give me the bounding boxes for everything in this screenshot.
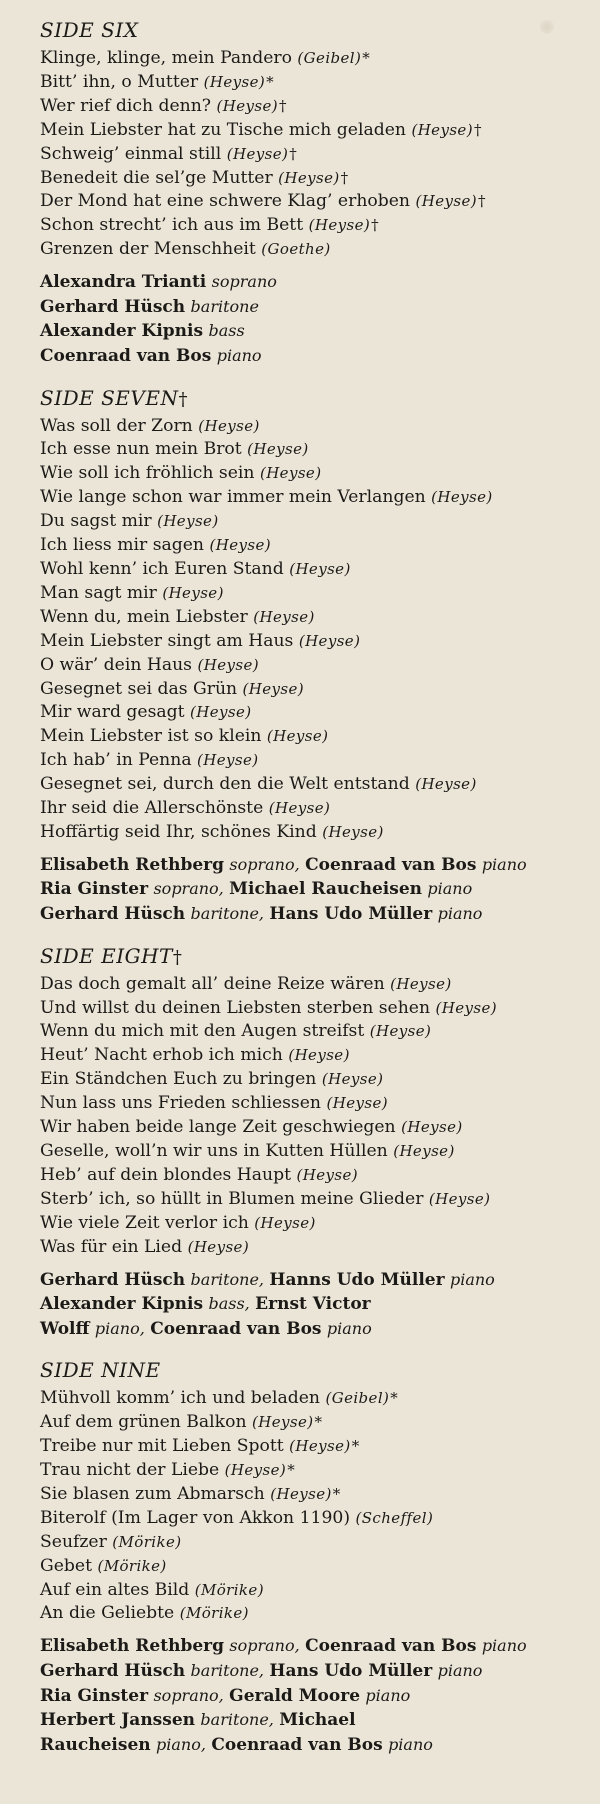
performer-role: piano bbox=[437, 904, 483, 924]
song-poet: (Heyse) bbox=[401, 1118, 463, 1137]
performer-line bbox=[40, 344, 560, 369]
song-poet: (Heyse) bbox=[278, 168, 340, 187]
song-poet: (Heyse) bbox=[322, 822, 384, 841]
song-title: Trau nicht der Liebe bbox=[40, 1460, 220, 1480]
song-poet: (Heyse) bbox=[226, 144, 289, 163]
song-poet: (Heyse) bbox=[253, 607, 315, 626]
song-list bbox=[40, 973, 560, 1260]
song-title: Wohl kenn’ ich Euren Stand bbox=[40, 558, 284, 579]
performer-role: piano bbox=[481, 1636, 527, 1656]
performer-role: soprano, bbox=[229, 854, 300, 874]
song-poet: (Heyse) bbox=[209, 536, 271, 555]
song-poet: (Heyse) bbox=[224, 1461, 287, 1479]
song-item bbox=[40, 630, 560, 654]
performer-role: bass bbox=[208, 321, 245, 341]
song-title: Der Mond hat eine schwere Klag’ erhoben bbox=[40, 191, 410, 212]
song-title: Wer rief dich denn? bbox=[40, 95, 212, 116]
sides-container bbox=[40, 18, 560, 1757]
song-poet: (Heyse) bbox=[268, 799, 331, 818]
song-poet: (Heyse) bbox=[431, 488, 493, 507]
performer-name: Wolff bbox=[40, 1318, 90, 1339]
performer-name: Hans Udo Müller bbox=[269, 904, 433, 925]
song-title: Mein Liebster ist so klein bbox=[40, 726, 262, 747]
performer-line bbox=[40, 902, 560, 927]
song-title: An die Geliebte bbox=[40, 1603, 175, 1624]
song-title: Ich liess mir sagen bbox=[40, 535, 205, 556]
song-poet: (Heyse) bbox=[162, 583, 224, 602]
song-item bbox=[40, 1140, 560, 1164]
performer-name: Raucheisen bbox=[40, 1734, 151, 1755]
song-item bbox=[40, 1531, 560, 1555]
performer-role: soprano bbox=[211, 272, 277, 292]
performer-name: Ria Ginster bbox=[40, 1685, 149, 1706]
song-poet: (Heyse) bbox=[288, 1046, 350, 1065]
performer-name: Coenraad van Bos bbox=[305, 1636, 477, 1657]
song-item bbox=[40, 678, 560, 702]
song-item bbox=[40, 238, 560, 262]
song-title: Und willst du deinen Liebsten sterben sehen bbox=[40, 997, 431, 1018]
song-item bbox=[40, 1236, 560, 1260]
performer-line bbox=[40, 270, 560, 295]
song-item bbox=[40, 486, 560, 510]
performer-name: Ernst Victor bbox=[255, 1294, 371, 1315]
song-mark: * bbox=[332, 1484, 341, 1503]
song-poet: (Scheffel) bbox=[355, 1508, 434, 1527]
performer-role: baritone, bbox=[190, 1660, 265, 1680]
song-poet: (Mörike) bbox=[112, 1532, 182, 1551]
performer-name: Elisabeth Rethberg bbox=[40, 1636, 224, 1657]
performer-name: Michael bbox=[279, 1710, 356, 1731]
performer-role: piano, bbox=[156, 1734, 206, 1754]
song-title: Mir ward gesagt bbox=[40, 702, 185, 723]
performer-name: Alexander Kipnis bbox=[40, 321, 204, 342]
song-item bbox=[40, 47, 560, 71]
performer-name: Gerhard Hüsch bbox=[40, 1660, 186, 1681]
song-poet: (Heyse) bbox=[289, 1437, 351, 1456]
song-poet: (Heyse) bbox=[254, 1213, 316, 1232]
side-section bbox=[40, 386, 560, 927]
song-mark: † bbox=[289, 144, 297, 163]
song-list bbox=[40, 415, 560, 845]
performer-role: piano bbox=[427, 879, 473, 899]
song-title: Das doch gemalt all’ deine Reize wären bbox=[40, 973, 385, 994]
song-item bbox=[40, 725, 560, 749]
song-title: Bitt’ ihn, o Mutter bbox=[40, 71, 199, 92]
performers-block bbox=[40, 270, 560, 368]
performer-name: Coenraad van Bos bbox=[211, 1734, 383, 1755]
song-title: Sterb’ ich, so hüllt in Blumen meine Glieder bbox=[40, 1188, 424, 1209]
song-title: Gebet bbox=[40, 1555, 92, 1576]
song-title: Auf dem grünen Balkon bbox=[40, 1412, 247, 1433]
song-title: O wär’ dein Haus bbox=[40, 654, 192, 675]
song-poet: (Heyse) bbox=[411, 120, 473, 139]
paper-stain bbox=[540, 20, 554, 34]
performer-name: Ria Ginster bbox=[40, 879, 149, 900]
song-poet: (Heyse) bbox=[428, 1189, 491, 1208]
song-poet: (Heyse) bbox=[321, 1070, 384, 1089]
song-poet: (Heyse) bbox=[197, 751, 259, 770]
song-item bbox=[40, 143, 560, 167]
song-item bbox=[40, 1164, 560, 1188]
side-heading-mark: † bbox=[172, 946, 183, 968]
performer-name: Gerhard Hüsch bbox=[40, 296, 186, 317]
song-title: Was für ein Lied bbox=[40, 1236, 183, 1257]
side-heading-text: SIDE NINE bbox=[40, 1358, 161, 1383]
song-item bbox=[40, 1188, 560, 1212]
song-title: Benedeit die sel’ge Mutter bbox=[40, 167, 273, 188]
song-item bbox=[40, 167, 560, 191]
song-poet: (Heyse) bbox=[296, 1165, 359, 1184]
song-mark: † bbox=[279, 96, 287, 115]
performer-role: soprano, bbox=[229, 1636, 300, 1656]
song-poet: (Heyse) bbox=[187, 1237, 250, 1256]
song-item bbox=[40, 415, 560, 439]
performer-role: piano bbox=[437, 1660, 483, 1680]
song-poet: (Heyse) bbox=[157, 512, 219, 531]
song-mark: † bbox=[371, 216, 379, 235]
song-title: Man sagt mir bbox=[40, 582, 157, 603]
song-title: Gesegnet sei, durch den die Welt entstand bbox=[40, 774, 410, 795]
song-item bbox=[40, 1555, 560, 1579]
song-title: Heb’ auf dein blondes Haupt bbox=[40, 1164, 292, 1185]
performer-role: piano bbox=[326, 1318, 372, 1338]
performer-line bbox=[40, 1733, 560, 1758]
song-poet: (Heyse) bbox=[251, 1413, 314, 1432]
song-poet: (Heyse) bbox=[393, 1141, 455, 1160]
song-item bbox=[40, 1602, 560, 1626]
song-title: Geselle, woll’n wir uns in Kutten Hüllen bbox=[40, 1140, 388, 1161]
song-mark: * bbox=[287, 1461, 295, 1479]
song-poet: (Goethe) bbox=[261, 240, 331, 259]
song-title: Hoffärtig seid Ihr, schönes Kind bbox=[40, 821, 317, 842]
song-poet: (Heyse) bbox=[270, 1484, 332, 1503]
song-poet: (Mörike) bbox=[194, 1580, 264, 1599]
song-title: Du sagst mir bbox=[40, 511, 152, 532]
performer-role: piano, bbox=[94, 1318, 145, 1338]
song-item bbox=[40, 701, 560, 725]
song-title: Heut’ Nacht erhob ich mich bbox=[40, 1045, 283, 1066]
song-item bbox=[40, 214, 560, 238]
song-poet: (Mörike) bbox=[179, 1604, 249, 1623]
side-heading-text: SIDE EIGHT bbox=[40, 943, 173, 968]
side-section bbox=[40, 944, 560, 1342]
performer-line bbox=[40, 1659, 560, 1684]
song-poet: (Heyse) bbox=[203, 72, 266, 91]
performer-role: soprano, bbox=[153, 879, 224, 899]
performer-line bbox=[40, 877, 560, 902]
performer-role: baritone, bbox=[200, 1710, 274, 1730]
song-title: Ich esse nun mein Brot bbox=[40, 439, 242, 460]
performer-name: Gerhard Hüsch bbox=[40, 1269, 186, 1290]
side-heading-text: SIDE SEVEN bbox=[40, 385, 179, 410]
side-heading-text: SIDE SIX bbox=[40, 18, 139, 42]
performer-name: Alexandra Trianti bbox=[40, 272, 207, 293]
song-poet: (Heyse) bbox=[435, 998, 498, 1017]
side-heading-mark: † bbox=[178, 388, 188, 410]
song-list bbox=[40, 1387, 560, 1626]
song-item bbox=[40, 582, 560, 606]
song-title: Grenzen der Menschheit bbox=[40, 239, 256, 260]
performer-role: baritone bbox=[190, 296, 259, 316]
song-item bbox=[40, 1459, 560, 1483]
song-mark: * bbox=[266, 72, 274, 91]
performer-role: soprano, bbox=[153, 1685, 224, 1705]
song-item bbox=[40, 510, 560, 534]
performer-role: baritone, bbox=[190, 904, 265, 924]
song-title: Wie soll ich fröhlich sein bbox=[40, 463, 255, 484]
song-title: Biterolf (Im Lager von Akkon 1190) bbox=[40, 1507, 351, 1528]
song-item bbox=[40, 190, 560, 214]
song-item bbox=[40, 749, 560, 773]
song-item bbox=[40, 821, 560, 845]
performer-name: Coenraad van Bos bbox=[40, 345, 212, 366]
performer-role: piano bbox=[481, 854, 527, 874]
song-mark: † bbox=[340, 168, 349, 187]
song-item bbox=[40, 95, 560, 119]
performer-name: Coenraad van Bos bbox=[150, 1318, 322, 1339]
song-title: Treibe nur mit Lieben Spott bbox=[40, 1436, 284, 1457]
song-item bbox=[40, 1507, 560, 1531]
performer-line bbox=[40, 1684, 560, 1709]
song-title: Mein Liebster singt am Haus bbox=[40, 630, 294, 651]
song-poet: (Heyse) bbox=[266, 727, 329, 746]
song-poet: (Heyse) bbox=[190, 703, 252, 722]
song-item bbox=[40, 606, 560, 630]
performer-line bbox=[40, 1317, 560, 1342]
song-poet: (Heyse) bbox=[390, 974, 452, 993]
song-poet: (Heyse) bbox=[415, 775, 477, 794]
performer-name: Coenraad van Bos bbox=[305, 854, 477, 875]
song-item bbox=[40, 558, 560, 582]
performer-name: Herbert Janssen bbox=[40, 1710, 196, 1731]
performer-name: Hans Udo Müller bbox=[269, 1660, 433, 1681]
song-poet: (Mörike) bbox=[97, 1556, 167, 1575]
song-item bbox=[40, 1044, 560, 1068]
song-title: Ich hab’ in Penna bbox=[40, 750, 192, 771]
song-poet: (Heyse) bbox=[198, 416, 260, 435]
song-item bbox=[40, 1435, 560, 1459]
performer-line bbox=[40, 319, 560, 344]
song-poet: (Heyse) bbox=[259, 464, 322, 483]
performer-role: piano bbox=[449, 1269, 495, 1289]
song-poet: (Heyse) bbox=[289, 559, 351, 578]
song-item bbox=[40, 71, 560, 95]
performer-line bbox=[40, 1268, 560, 1293]
song-title: Auf ein altes Bild bbox=[40, 1579, 190, 1600]
song-item bbox=[40, 773, 560, 797]
song-title: Nun lass uns Frieden schliessen bbox=[40, 1093, 321, 1114]
song-mark: † bbox=[473, 120, 482, 139]
side-heading bbox=[40, 944, 560, 970]
song-poet: (Heyse) bbox=[326, 1094, 388, 1113]
song-poet: (Heyse) bbox=[369, 1022, 432, 1041]
side-heading bbox=[40, 18, 560, 44]
song-poet: (Heyse) bbox=[216, 96, 278, 115]
song-item bbox=[40, 1387, 560, 1411]
song-title: Wenn du mich mit den Augen streifst bbox=[40, 1021, 365, 1042]
song-title: Mühvoll komm’ ich und beladen bbox=[40, 1388, 320, 1409]
performer-line bbox=[40, 1708, 560, 1733]
song-poet: (Geibel) bbox=[325, 1389, 390, 1408]
song-item bbox=[40, 1068, 560, 1092]
song-item bbox=[40, 1212, 560, 1236]
song-title: Wenn du, mein Liebster bbox=[40, 606, 248, 627]
song-title: Klinge, klinge, mein Pandero bbox=[40, 48, 292, 68]
performer-name: Gerhard Hüsch bbox=[40, 904, 186, 925]
song-poet: (Heyse) bbox=[298, 631, 361, 650]
performer-role: piano bbox=[365, 1685, 411, 1705]
song-item bbox=[40, 462, 560, 486]
song-title: Wir haben beide lange Zeit geschwiegen bbox=[40, 1117, 396, 1138]
song-item bbox=[40, 438, 560, 462]
song-list bbox=[40, 47, 560, 262]
song-item bbox=[40, 973, 560, 997]
side-section bbox=[40, 18, 560, 369]
performer-name: Elisabeth Rethberg bbox=[40, 854, 224, 875]
song-item bbox=[40, 1579, 560, 1603]
song-title: Seufzer bbox=[40, 1531, 107, 1552]
performers-block bbox=[40, 1268, 560, 1342]
song-item bbox=[40, 534, 560, 558]
song-title: Sie blasen zum Abmarsch bbox=[40, 1483, 265, 1504]
performer-line bbox=[40, 1292, 560, 1317]
side-section bbox=[40, 1358, 560, 1757]
song-title: Was soll der Zorn bbox=[40, 415, 193, 436]
performer-role: piano bbox=[388, 1734, 433, 1754]
song-item bbox=[40, 1020, 560, 1044]
song-mark: † bbox=[477, 192, 486, 211]
song-mark: * bbox=[390, 1389, 398, 1408]
performer-name: Gerald Moore bbox=[229, 1685, 361, 1706]
song-item bbox=[40, 997, 560, 1021]
song-item bbox=[40, 797, 560, 821]
song-poet: (Geibel) bbox=[297, 49, 362, 67]
song-mark: * bbox=[351, 1437, 360, 1456]
song-poet: (Heyse) bbox=[247, 440, 309, 459]
song-title: Schweig’ einmal still bbox=[40, 143, 222, 164]
performer-role: piano bbox=[216, 345, 262, 365]
performers-block bbox=[40, 1634, 560, 1757]
performer-name: Alexander Kipnis bbox=[40, 1294, 204, 1315]
song-title: Schon strecht’ ich aus im Bett bbox=[40, 215, 304, 236]
song-mark: * bbox=[314, 1413, 322, 1432]
song-title: Mein Liebster hat zu Tische mich geladen bbox=[40, 119, 406, 140]
song-title: Ihr seid die Allerschönste bbox=[40, 798, 264, 819]
performer-line bbox=[40, 1634, 560, 1659]
performer-name: Hanns Udo Müller bbox=[269, 1269, 445, 1290]
song-item bbox=[40, 1411, 560, 1435]
performer-name: Michael Raucheisen bbox=[229, 879, 422, 900]
song-title: Wie viele Zeit verlor ich bbox=[40, 1212, 249, 1233]
song-title: Wie lange schon war immer mein Verlangen bbox=[40, 487, 426, 508]
performer-line bbox=[40, 295, 560, 320]
side-heading bbox=[40, 386, 560, 412]
song-poet: (Heyse) bbox=[242, 679, 305, 698]
performer-line bbox=[40, 853, 560, 878]
song-item bbox=[40, 1116, 560, 1140]
song-mark: * bbox=[362, 49, 370, 67]
side-heading bbox=[40, 1358, 560, 1384]
song-item bbox=[40, 1483, 560, 1507]
song-item bbox=[40, 119, 560, 143]
song-poet: (Heyse) bbox=[308, 216, 371, 235]
song-item bbox=[40, 654, 560, 678]
song-title: Gesegnet sei das Grün bbox=[40, 678, 238, 699]
performer-role: baritone, bbox=[190, 1269, 265, 1289]
song-title: Ein Ständchen Euch zu bringen bbox=[40, 1069, 317, 1090]
performers-block bbox=[40, 853, 560, 927]
song-poet: (Heyse) bbox=[197, 655, 259, 674]
song-poet: (Heyse) bbox=[415, 192, 477, 211]
performer-role: bass, bbox=[208, 1294, 250, 1314]
song-item bbox=[40, 1092, 560, 1116]
